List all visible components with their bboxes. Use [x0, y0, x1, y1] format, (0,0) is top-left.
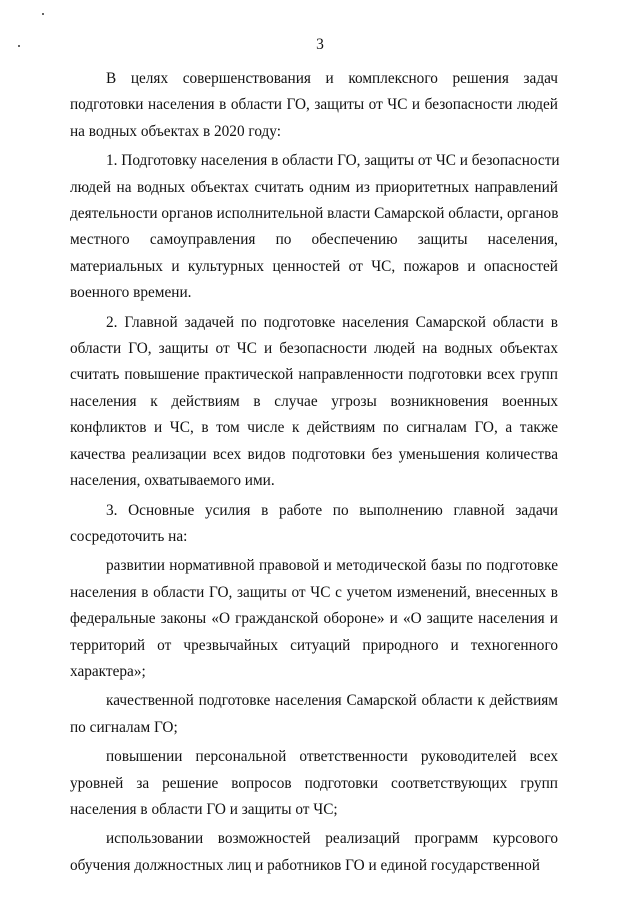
text-line: 3. Основные усилия в работе по выполнению главной задачи	[106, 501, 558, 519]
page-number: 3	[316, 36, 324, 53]
paragraph-sub-4	[70, 826, 558, 879]
text-line: материальных и культурных ценностей от ЧС, пожаров и опасностей	[70, 257, 558, 275]
text-line: населения в области ГО, защиты от ЧС с учетом изменений, внесенных в	[70, 583, 558, 601]
text-line: населения, охватываемого ими.	[70, 472, 275, 490]
text-line: конфликтов и ЧС, в том числе к действиям по сигналам ГО, а также	[70, 419, 558, 437]
text-line: области ГО, защиты от ЧС и безопасности людей на водных объектах	[70, 340, 558, 358]
paragraph-item-3	[70, 498, 558, 551]
paragraph-sub-2	[70, 688, 558, 741]
scan-speck	[42, 13, 44, 15]
text-line: качества реализации всех видов подготовки без уменьшения количества	[70, 445, 558, 463]
text-line: населения в области ГО и защиты от ЧС;	[70, 800, 338, 818]
text-line: использовании возможностей реализаций программ курсового	[106, 830, 558, 848]
text-line: В целях совершенствования и комплексного решения задач	[106, 70, 558, 87]
text-line: подготовки населения в области ГО, защиты от ЧС и безопасности людей	[70, 96, 558, 114]
text-line: развитии нормативной правовой и методической базы по подготовке	[106, 557, 558, 575]
text-line: повышении персональной ответственности руководителей всех	[106, 748, 558, 766]
text-line: деятельности органов исполнительной власти Самарской области, органов	[70, 205, 559, 223]
text-line: сосредоточить на:	[70, 527, 188, 545]
paragraph-sub-3	[70, 744, 558, 823]
text-line: населения к действиям в случае угрозы возникновения военных	[70, 392, 558, 410]
paragraph-sub-1	[70, 553, 558, 685]
text-line: характера»;	[70, 662, 146, 680]
text-line: по сигналам ГО;	[70, 718, 178, 736]
text-line: качественной подготовке населения Самарской области к действиям	[106, 692, 558, 710]
document-body	[70, 66, 558, 879]
paragraph-intro	[70, 66, 558, 145]
paragraph-item-2	[70, 310, 558, 495]
paragraph-item-1	[70, 148, 558, 306]
text-line: на водных объектах в 2020 году:	[70, 122, 282, 140]
text-line: федеральные законы «О гражданской обороне» и «О защите населения и	[70, 610, 558, 628]
text-line: территорий от чрезвычайных ситуаций природного и техногенного	[70, 636, 558, 654]
text-line: 2. Главной задачей по подготовке населения Самарской области в	[106, 313, 558, 331]
text-line: обучения должностных лиц и работников ГО и единой государственной	[70, 856, 540, 874]
text-line: уровней за решение вопросов подготовки соответствующих групп	[70, 774, 558, 792]
text-line: 1. Подготовку населения в области ГО, защиты от ЧС и безопасности	[106, 152, 560, 170]
text-line: военного времени.	[70, 284, 192, 302]
text-line: местного самоуправления по обеспечению защиты населения,	[70, 231, 558, 249]
text-line: людей на водных объектах считать одним из приоритетных направлений	[70, 178, 558, 196]
text-line: считать повышение практической направленности подготовки всех групп	[70, 366, 558, 384]
